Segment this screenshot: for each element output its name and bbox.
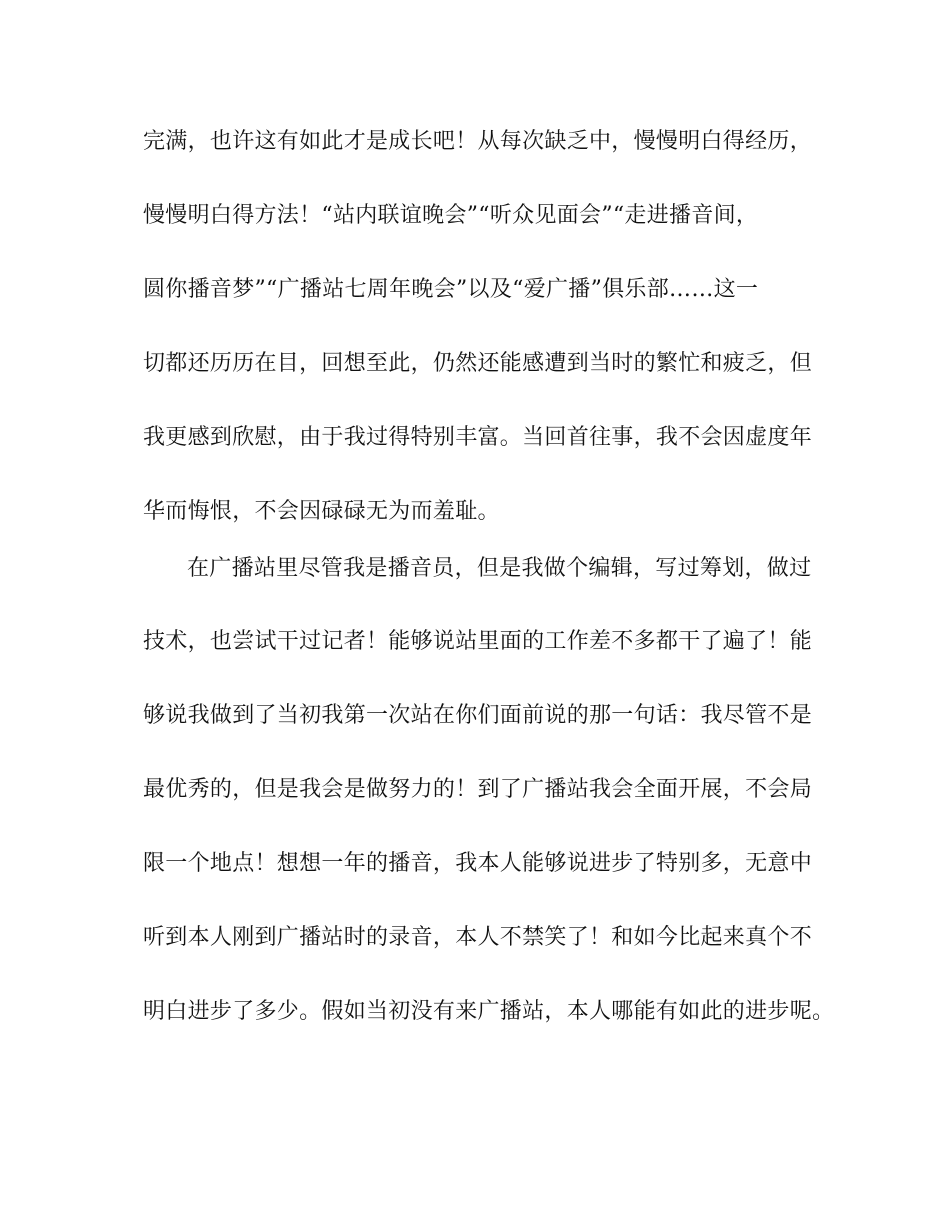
paragraph-line: 最优秀的，但是我会是做努力的！到了广播站我会全面开展，不会局 [143,777,813,802]
paragraph-line: 完满，也许这有如此才是成长吧！从每次缺乏中，慢慢明白得经历， [143,129,813,154]
paragraph-line: 我更感到欣慰，由于我过得特别丰富。当回首往事，我不会因虚度年 [143,425,813,450]
paragraph-line: 慢慢明白得方法！“站内联谊晚会”“听众见面会”“走进播音间， [143,203,759,228]
paragraph-line: 明白进步了多少。假如当初没有来广播站，本人哪能有如此的进步呢。 [143,999,835,1024]
paragraph-line: 技术，也尝试干过记者！能够说站里面的工作差不多都干了遍了！能 [143,629,813,654]
paragraph-line: 够说我做到了当初我第一次站在你们面前说的那一句话：我尽管不是 [143,703,813,728]
paragraph-line: 圆你播音梦”“广播站七周年晚会”以及“爱广播”俱乐部……这一 [143,277,759,302]
paragraph-line: 华而悔恨，不会因碌碌无为而羞耻。 [143,499,500,524]
paragraph-line: 在广播站里尽管我是播音员，但是我做个编辑，写过筹划，做过 [187,556,812,581]
paragraph-line: 听到本人刚到广播站时的录音，本人不禁笑了！和如今比起来真个不 [143,925,813,950]
paragraph-line: 限一个地点！想想一年的播音，我本人能够说进步了特别多，无意中 [143,851,813,876]
paragraph-line: 切都还历历在目，回想至此，仍然还能感遭到当时的繁忙和疲乏，但 [143,351,813,376]
